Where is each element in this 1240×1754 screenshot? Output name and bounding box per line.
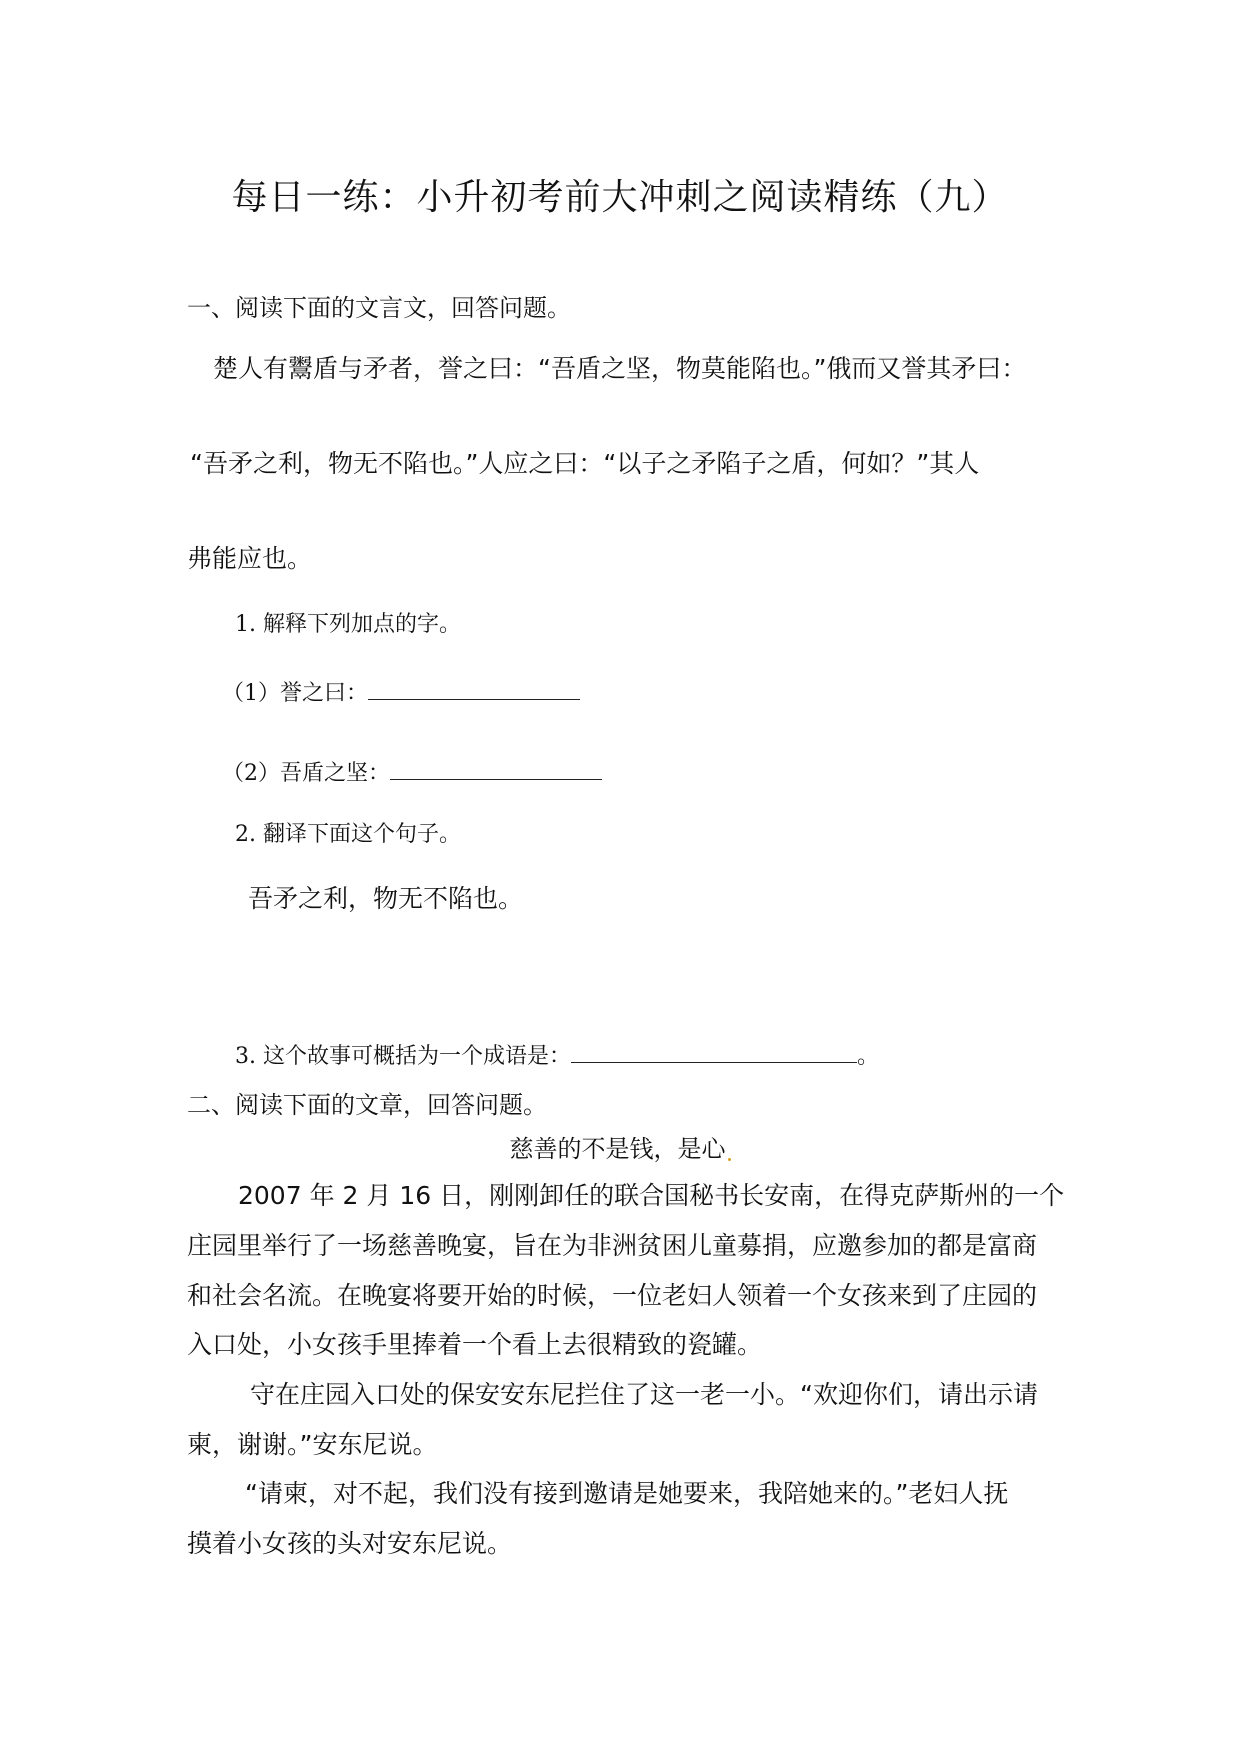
question-3-label: 3. 这个故事可概括为一个成语是： [235,1044,571,1069]
section2-heading: 二、阅读下面的文章，回答问题。 [187,1091,547,1119]
answer-blank-3[interactable] [571,1044,857,1063]
question-1b-label: （2）吾盾之坚： [222,761,390,786]
question-3-end: 。 [857,1044,880,1069]
question-1: 1. 解释下列加点的字。 [235,612,461,637]
question-1b [222,761,602,785]
article-paragraph-line-1: 2007 年 2 月 16 日，刚刚卸任的联合国秘书长安南，在得克萨斯州的一个 [238,1181,1065,1210]
answer-blank-1b[interactable] [390,761,602,780]
article-title [0,1137,1240,1161]
article-paragraph-line-5: 守在庄园入口处的保安安东尼拦住了这一老一小。“欢迎你们，请出示请 [250,1380,1038,1409]
article-title-text: 慈善的不是钱，是心 [509,1135,726,1163]
question-2-sentence: 吾矛之利，物无不陷也。 [248,884,524,913]
page-title: 每日一练：小升初考前大冲刺之阅读精练（九） [231,177,1009,218]
decorative-dot [728,1158,731,1161]
question-1a [222,681,580,705]
question-2: 2. 翻译下面这个句子。 [235,822,461,847]
article-paragraph-line-2: 庄园里举行了一场慈善晚宴，旨在为非洲贫困儿童募捐，应邀参加的都是富商 [187,1231,1038,1260]
passage-line-1: 楚人有鬻盾与矛者，誉之曰：“吾盾之坚，物莫能陷也。”俄而又誉其矛曰： [213,354,1027,383]
answer-blank-1a[interactable] [368,681,580,700]
question-1a-label: （1）誉之曰： [222,681,368,706]
section1-heading: 一、阅读下面的文言文，回答问题。 [187,294,571,322]
article-paragraph-line-8: 摸着小女孩的头对安东尼说。 [187,1529,513,1558]
article-paragraph-line-7: “请柬，对不起，我们没有接到邀请是她要来，我陪她来的。”老妇人抚 [245,1479,1009,1508]
article-paragraph-line-4: 入口处，小女孩手里捧着一个看上去很精致的瓷罐。 [187,1330,763,1359]
passage-line-2: “吾矛之利，物无不陷也。”人应之曰：“以子之矛陷子之盾，何如？”其人 [190,449,980,478]
article-paragraph-line-6: 柬，谢谢。”安东尼说。 [187,1430,438,1459]
question-3 [235,1044,879,1068]
passage-line-3: 弗能应也。 [187,544,313,573]
article-paragraph-line-3: 和社会名流。在晚宴将要开始的时候，一位老妇人领着一个女孩来到了庄园的 [187,1281,1038,1310]
answer-area-2[interactable] [248,930,1048,1020]
